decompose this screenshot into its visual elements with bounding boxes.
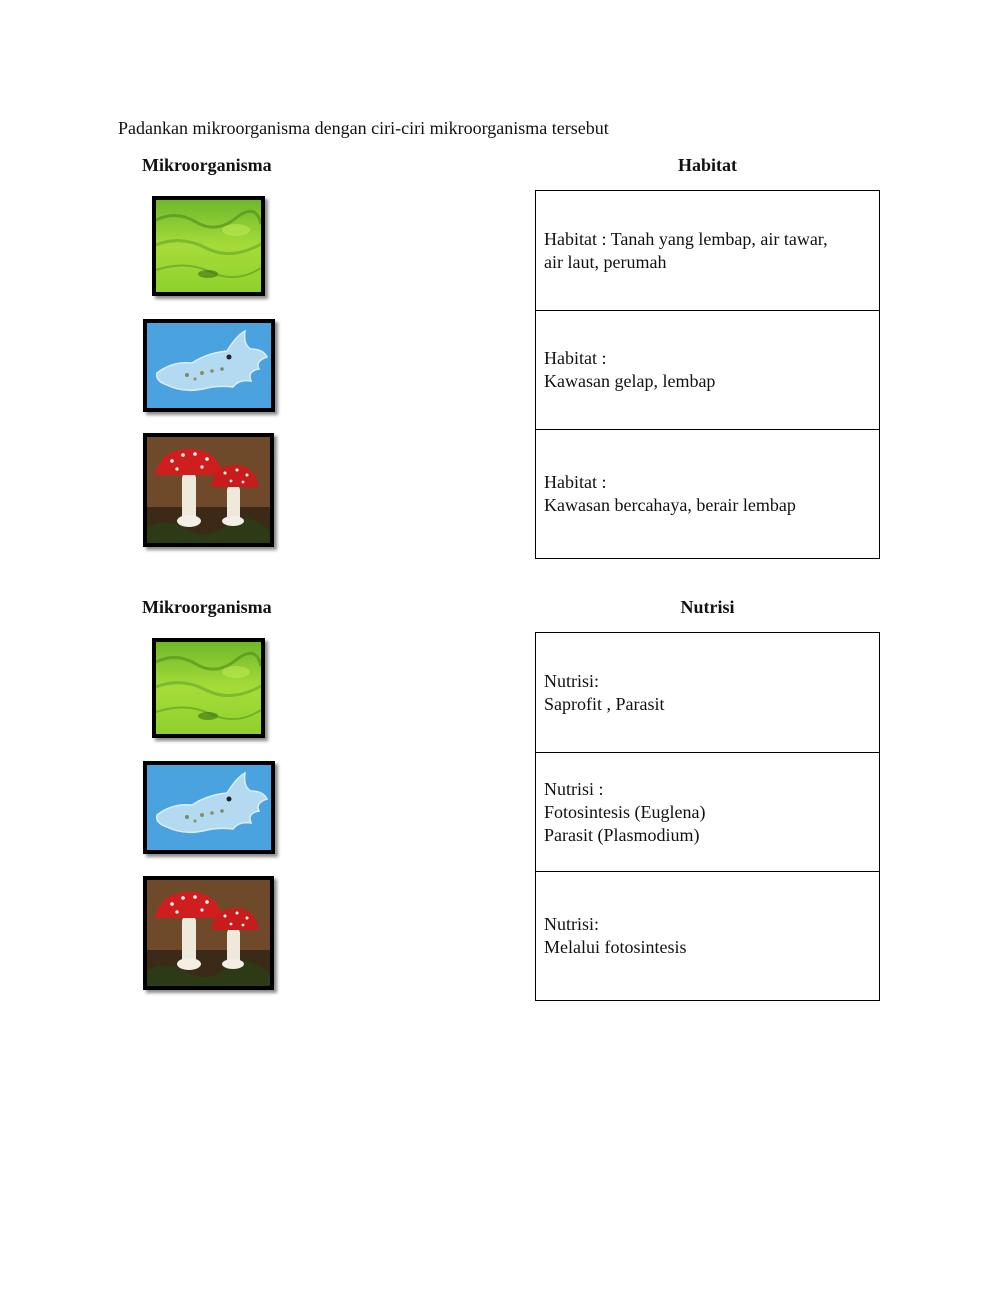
habitat-cell-1-line-2: air laut, perumah bbox=[544, 251, 667, 272]
algae-image-1[interactable] bbox=[152, 196, 265, 296]
nutrisi-heading: Nutrisi bbox=[680, 597, 735, 617]
nutrisi-cell-2-line-3: Parasit (Plasmodium) bbox=[544, 824, 700, 845]
nutrisi-cell-3-line-2: Melalui fotosintesis bbox=[544, 937, 687, 957]
nutrisi-cell-2-line-1: Nutrisi : bbox=[544, 778, 604, 799]
habitat-cell-1[interactable] bbox=[536, 191, 879, 310]
habitat-heading: Habitat bbox=[677, 155, 737, 175]
nutrisi-cell-1-line-1: Nutrisi: bbox=[544, 670, 600, 691]
habitat-cell-3[interactable] bbox=[536, 429, 879, 558]
nutrisi-cell-3[interactable] bbox=[536, 871, 879, 1000]
algae-image-2[interactable] bbox=[152, 638, 265, 738]
nutrisi-cell-2[interactable] bbox=[536, 752, 879, 871]
nutrisi-cell-3-line-1: Nutrisi: bbox=[544, 914, 600, 934]
nutrisi-cell-1[interactable] bbox=[536, 633, 879, 752]
nutrisi-table bbox=[535, 632, 880, 1001]
instruction-text: Padankan mikroorganisma dengan ciri-ciri mikroorganisma tersebut bbox=[118, 118, 609, 138]
habitat-table bbox=[535, 190, 880, 559]
habitat-cell-2-line-2: Kawasan gelap, lembap bbox=[544, 371, 716, 391]
habitat-cell-1-line-1: Habitat : Tanah yang lembap, air tawar, bbox=[544, 228, 828, 249]
protozoa-image-1[interactable] bbox=[143, 319, 275, 412]
mikroorganisma-heading-1: Mikroorganisma bbox=[142, 155, 272, 175]
mushroom-image-2[interactable] bbox=[143, 876, 274, 990]
mushroom-image-1[interactable] bbox=[143, 433, 274, 547]
nutrisi-cell-1-line-2: Saprofit , Parasit bbox=[544, 693, 665, 714]
habitat-cell-2-line-1: Habitat : bbox=[544, 348, 607, 368]
protozoa-image-2[interactable] bbox=[143, 761, 275, 854]
habitat-cell-2[interactable] bbox=[536, 310, 879, 429]
habitat-cell-3-line-2: Kawasan bercahaya, berair lembap bbox=[544, 495, 796, 515]
nutrisi-cell-2-line-2: Fotosintesis (Euglena) bbox=[544, 801, 706, 822]
habitat-cell-3-line-1: Habitat : bbox=[544, 472, 607, 492]
mikroorganisma-heading-2: Mikroorganisma bbox=[142, 597, 272, 617]
